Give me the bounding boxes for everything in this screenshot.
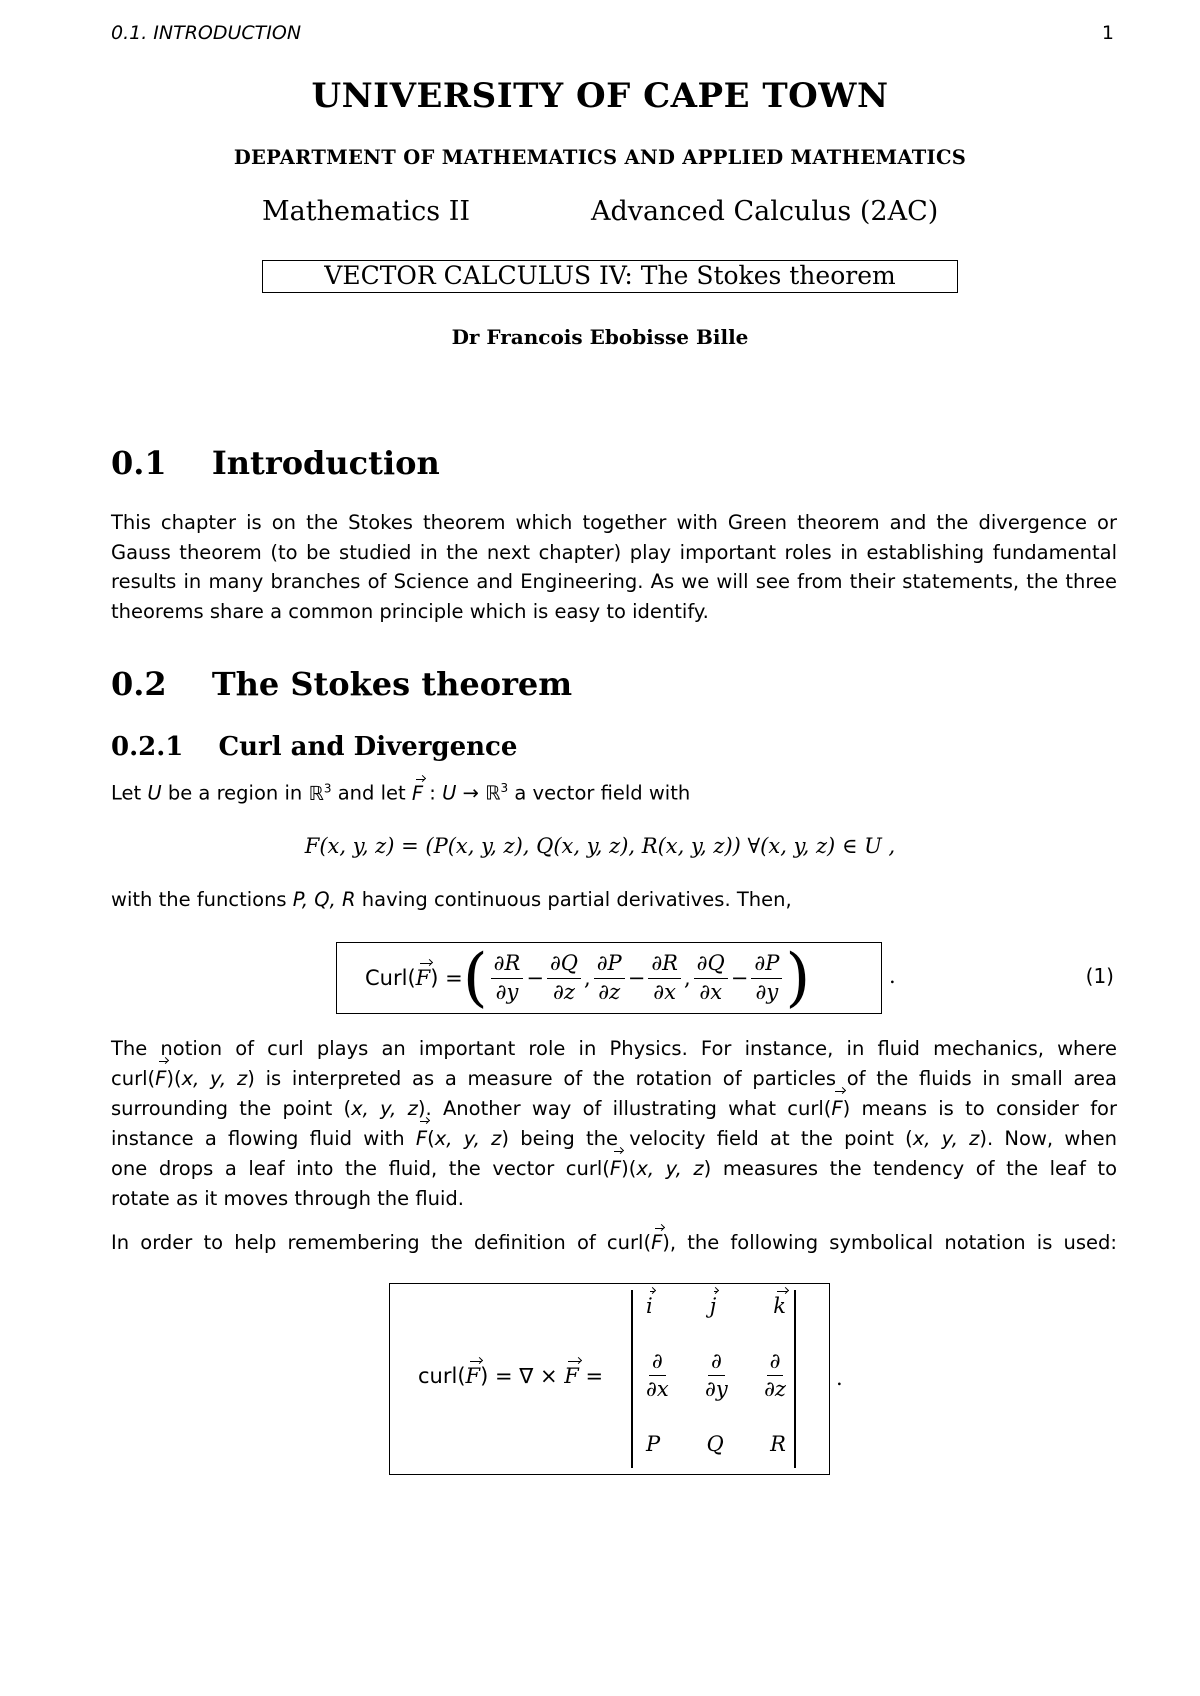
let-line: Let U be a region in ℝ$^3$ and let F : U → ℝ$^3$ a vector field with <box>111 781 691 805</box>
subsection-heading <box>111 732 517 762</box>
university-title: UNIVERSITY OF CAPE TOWN <box>311 76 889 116</box>
with-functions-line: with the functions P, Q, R having continuous partial derivatives. Then, <box>111 888 792 911</box>
department-title: DEPARTMENT OF MATHEMATICS AND APPLIED MATHEMATICS <box>233 146 967 169</box>
section-heading-introduction <box>111 444 440 482</box>
component-P: P <box>646 1432 661 1456</box>
section-title: Introduction <box>211 444 440 482</box>
unit-vector-j: j <box>709 1294 717 1318</box>
curl-determinant-box <box>389 1283 830 1475</box>
page-number: 1 <box>1101 22 1114 44</box>
determinant-period: . <box>836 1366 843 1390</box>
section-heading-stokes <box>111 665 572 703</box>
equation-label: (1) <box>1085 964 1114 988</box>
determinant-left-bar <box>631 1290 633 1468</box>
determinant-lhs: curl(F) = ∇ × F = <box>418 1364 604 1388</box>
component-R: R <box>770 1432 786 1456</box>
curl-paragraph: The notion of curl plays an important role in Physics. For instance, in fluid mechanics, where curl(F)(x, y, z) is interpreted as a measure of the rotation of particles of the fluids in small area surrounding the point (x, y, z). Another way of illustrating what curl(F) means is to consider for instance a flowing fluid with F(x, y, z) being the velocity field at the point (x, y, z). Now, when one drops a leaf into the fluid, the vector curl(F)(x, y, z) measures the tendency of the leaf to rotate as it moves through the fluid. <box>111 1037 1118 1210</box>
boxed-title: VECTOR CALCULUS IV: The Stokes theorem <box>262 260 958 293</box>
equation-period: . <box>889 964 896 988</box>
determinant-right-bar <box>794 1290 796 1468</box>
running-header: 0.1. INTRODUCTION <box>111 22 302 44</box>
section-number: 0.2 <box>111 665 167 703</box>
curl-equation-box: Curl( F ) = ( $\frac{\partial R}{\partial y}$ − $\frac{\partial Q}{\partial z}$ , $\frac{\partial P}{\partial z}$ − $\frac{\partial R}{\partial x}$ , $\frac{\partial Q}{\partial x}$ − $\frac{\partial P}{\partial y}$ ) <box>336 942 882 1014</box>
author: Dr Francois Ebobisse Bille <box>451 325 749 349</box>
section-title: The Stokes theorem <box>211 665 573 703</box>
determinant-row-components <box>646 1432 786 1456</box>
course-name: Mathematics II <box>262 196 471 227</box>
course-code: Advanced Calculus (2AC) <box>591 196 939 227</box>
subsection-number: 0.2.1 <box>111 732 184 762</box>
determinant-row-unit-vectors <box>646 1294 786 1318</box>
unit-vector-i: i <box>646 1294 653 1318</box>
field-definition-equation: F(x, y, z) = (P(x, y, z), Q(x, y, z), R(x, y, z)) ∀(x, y, z) ∈ U , <box>304 834 896 858</box>
section-number: 0.1 <box>111 444 167 482</box>
subsection-title: Curl and Divergence <box>218 732 518 762</box>
component-Q: Q <box>706 1432 724 1456</box>
unit-vector-k: k <box>773 1294 786 1318</box>
remember-line: In order to help remembering the definition of curl(F), the following symbolical notation is used: <box>111 1231 1118 1254</box>
determinant-row-partials: $\frac{\partial}{\partial x}$ $\frac{\partial}{\partial y}$ $\frac{\partial}{\partial z}$ <box>646 1349 786 1402</box>
intro-paragraph: This chapter is on the Stokes theorem which together with Green theorem and the divergence or Gauss theorem (to be studied in the next chapter) play important roles in establishing fundamental results in many branches of Science and Engineering. As we will see from their statements, the three theorems share a common principle which is easy to identify. <box>111 511 1117 623</box>
